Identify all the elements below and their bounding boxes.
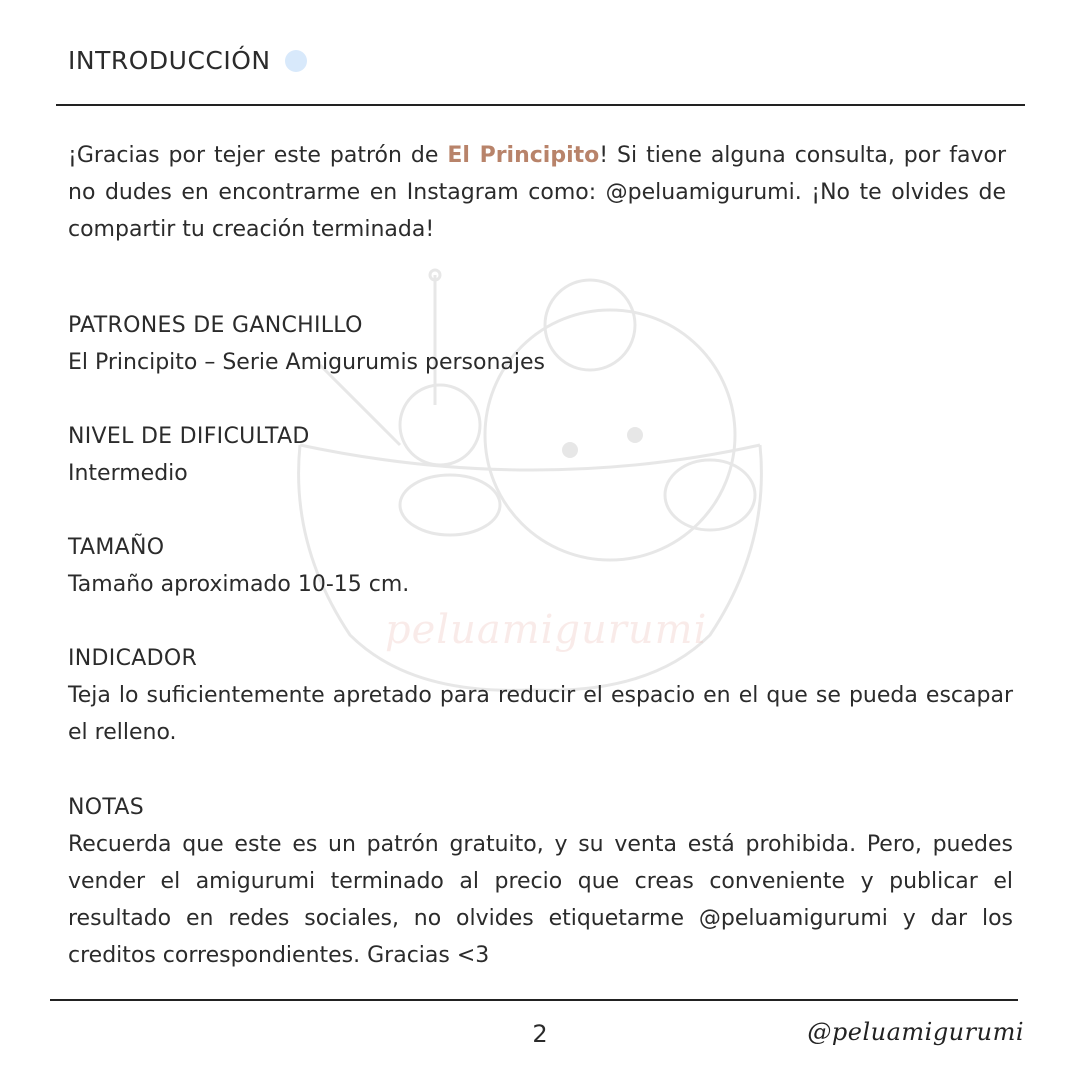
- section-heading: NOTAS: [68, 795, 145, 820]
- section-text: Intermedio: [68, 461, 188, 486]
- blue-dot-icon: [285, 50, 307, 72]
- section-heading: TAMAÑO: [68, 535, 165, 560]
- bottom-divider: [50, 999, 1018, 1001]
- section-text: El Principito – Serie Amigurumis personajes: [68, 350, 546, 375]
- section-heading: INDICADOR: [68, 646, 198, 671]
- watermark-logo-text: peluamigurumi: [385, 607, 708, 653]
- page-number: 2: [532, 1020, 548, 1048]
- section-notes: [68, 789, 1013, 974]
- section-heading: NIVEL DE DIFICULTAD: [68, 424, 310, 449]
- section-difficulty: [68, 418, 1013, 492]
- section-heading: PATRONES DE GANCHILLO: [68, 313, 363, 338]
- intro-paragraph: [68, 137, 1006, 248]
- top-divider: [56, 104, 1025, 106]
- intro-text-end: ! Si tiene alguna consulta, por favor no dudes en encontrarme en Instagram como: @peluamigurumi. ¡No te olvides de compartir tu creación terminada!: [68, 143, 1006, 242]
- section-title: [68, 46, 307, 75]
- section-text: Tamaño aproximado 10-15 cm.: [68, 572, 410, 597]
- pattern-name-highlight: El Principito: [447, 143, 600, 168]
- section-text: Teja lo suficientemente apretado para reducir el espacio en el que se pueda escapar el relleno.: [68, 683, 1013, 745]
- intro-text-start: ¡Gracias por tejer este patrón de: [68, 143, 448, 168]
- section-gauge: [68, 640, 1013, 751]
- section-text: Recuerda que este es un patrón gratuito, y su venta está prohibida. Pero, puedes vender el amigurumi terminado al precio que creas conveniente y publicar el resultado en redes sociales, no olvides etiquetarme @peluamigurumi y dar los creditos correspondientes. Gracias <3: [68, 832, 1013, 968]
- section-crochet-patterns: [68, 307, 1013, 381]
- instagram-handle: @peluamigurumi: [807, 1018, 1024, 1046]
- section-title-text: INTRODUCCIÓN: [68, 46, 271, 75]
- section-size: [68, 529, 1013, 603]
